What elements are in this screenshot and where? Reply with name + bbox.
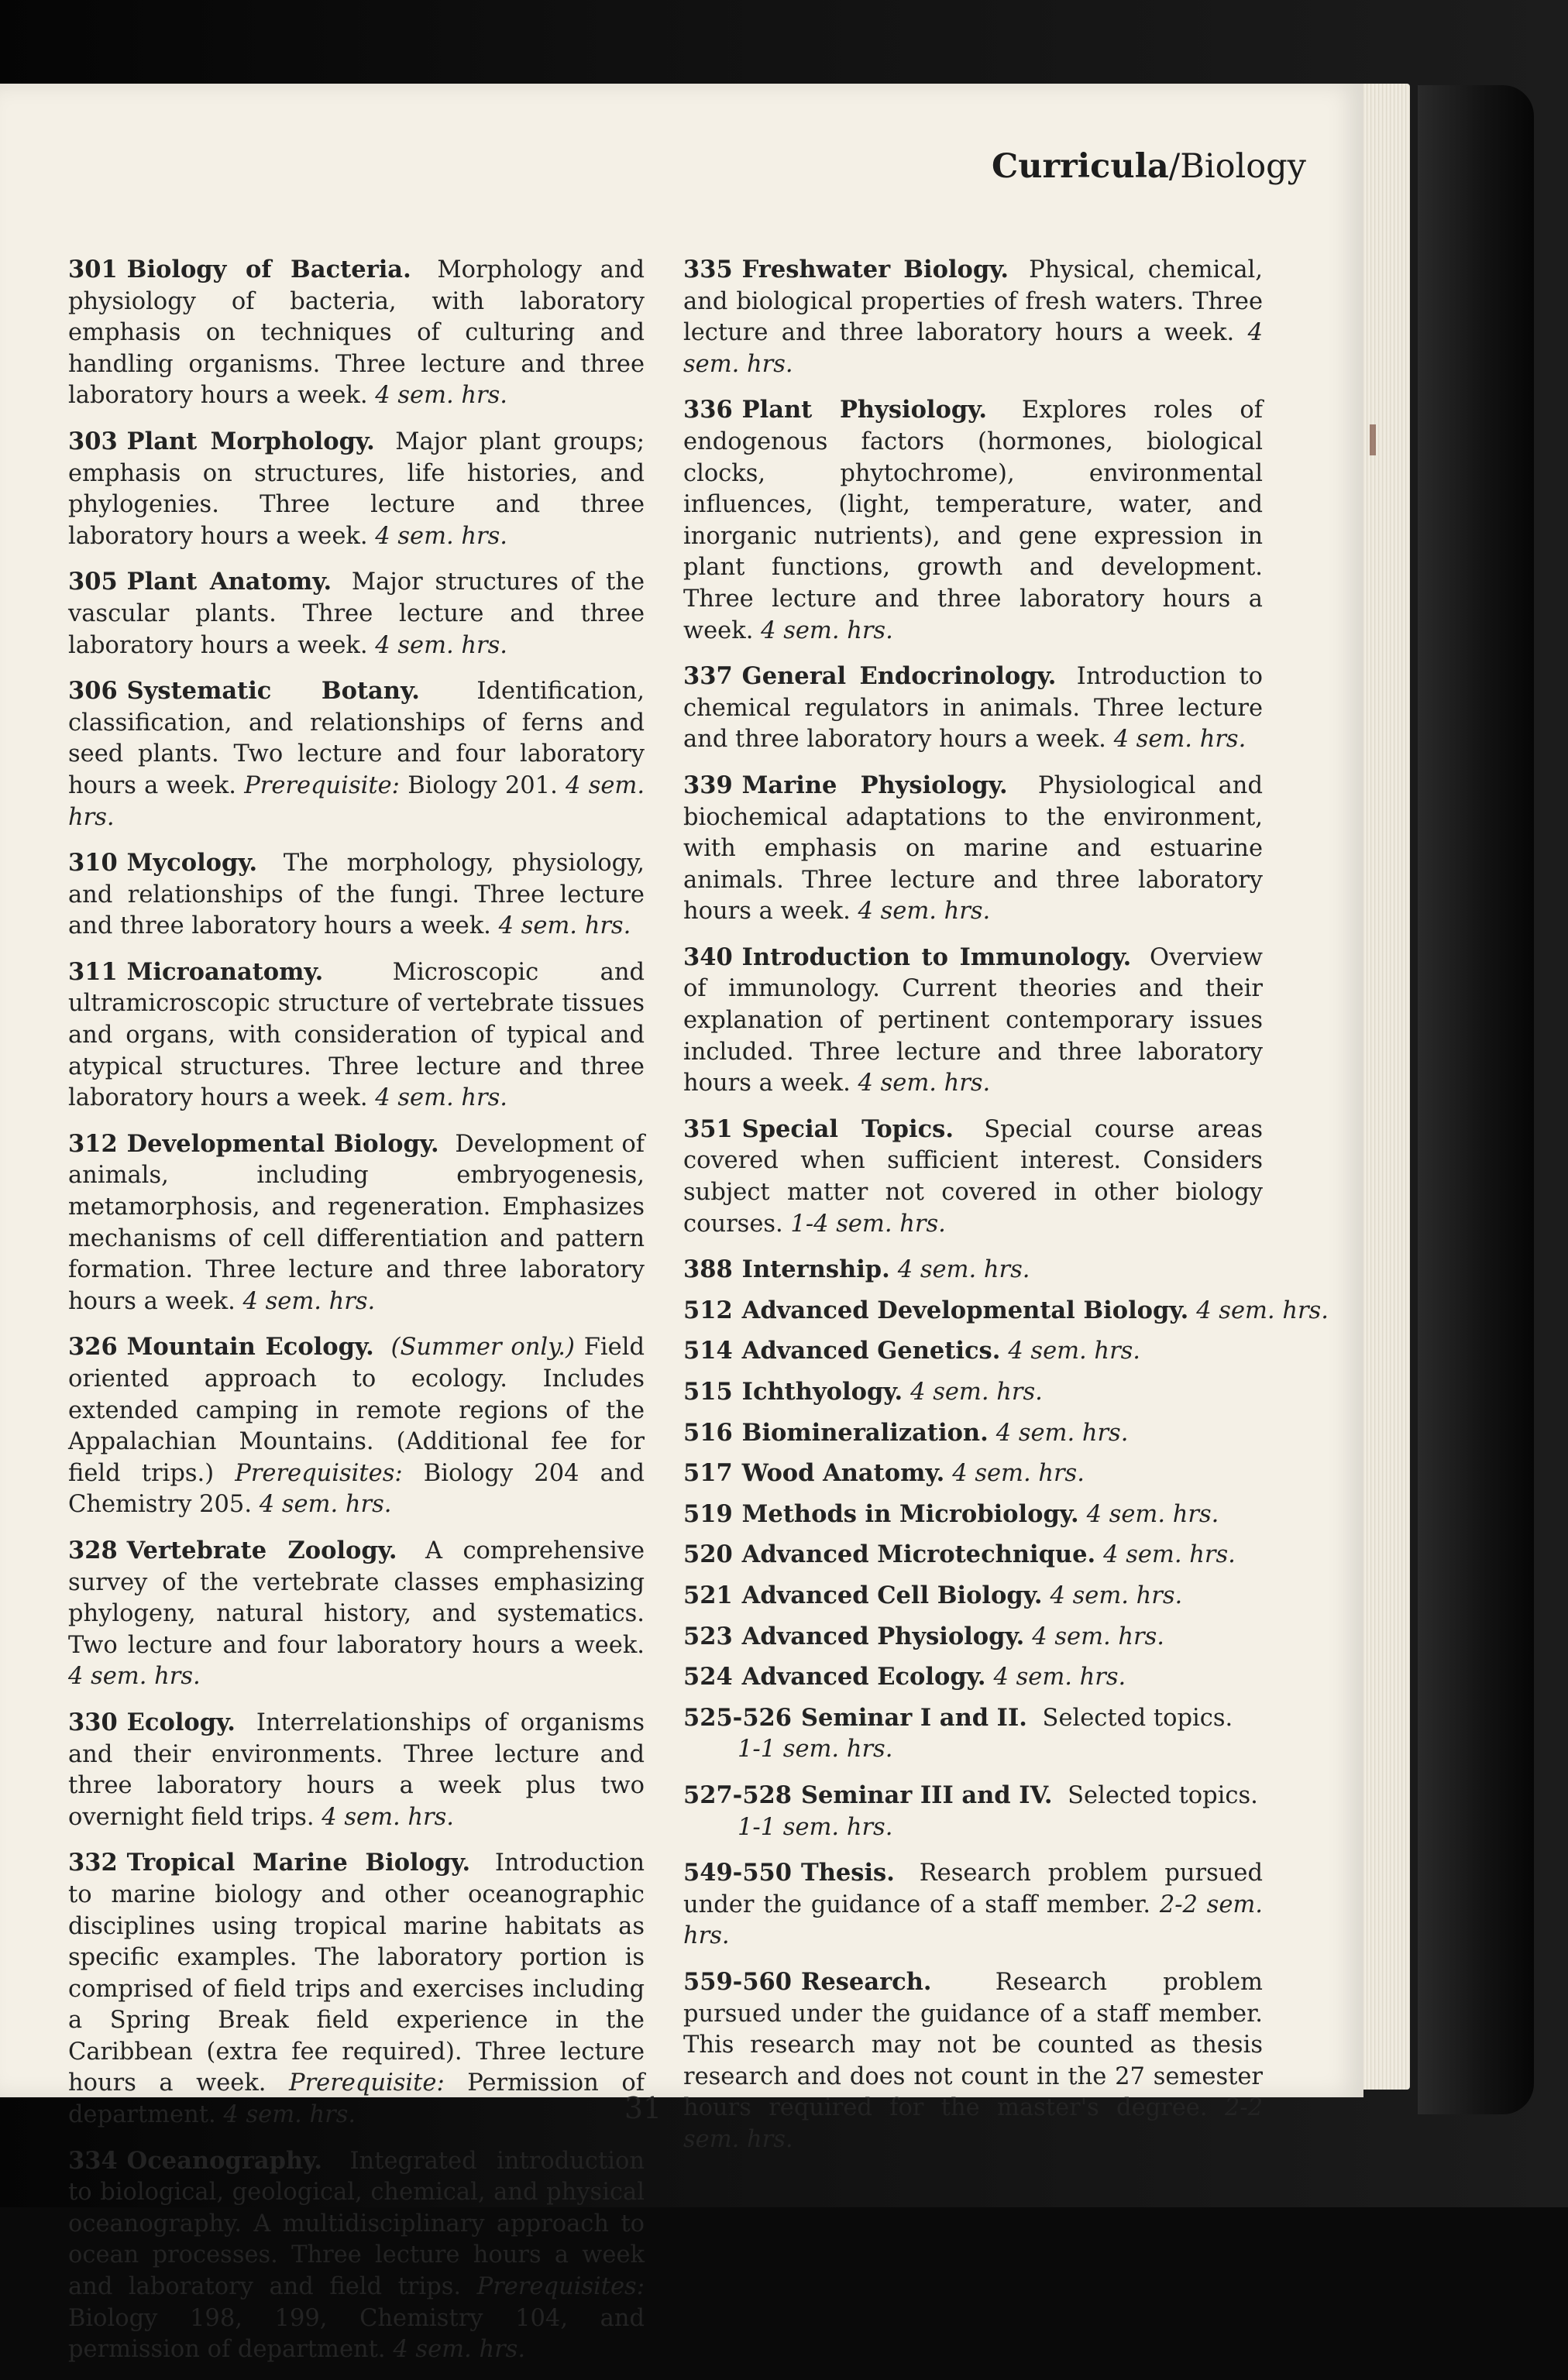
course-description: Special course areas covered when sufficient interest. Considers subject matter not covered in other biology courses. bbox=[683, 1115, 1263, 1238]
prerequisite-label: Prerequisite: bbox=[289, 2069, 445, 2097]
course-entry-514 bbox=[683, 1335, 1263, 1368]
course-entry-388 bbox=[683, 1254, 1263, 1286]
course-title: Advanced Ecology. bbox=[741, 1663, 986, 1691]
course-number: 340 bbox=[683, 943, 733, 971]
course-title: Developmental Biology. bbox=[126, 1129, 439, 1158]
course-number: 517 bbox=[683, 1459, 733, 1488]
course-title: Wood Anatomy. bbox=[741, 1459, 945, 1488]
course-entry-559-560 bbox=[683, 1966, 1263, 2156]
course-hours: 4 sem. hrs. bbox=[68, 771, 645, 831]
course-hours: 4 sem. hrs. bbox=[858, 898, 991, 926]
course-title: Thesis. bbox=[801, 1859, 895, 1887]
course-hours: 4 sem. hrs. bbox=[322, 1803, 454, 1831]
course-number: 514 bbox=[683, 1337, 733, 1365]
course-hours: 4 sem. hrs. bbox=[910, 1379, 1043, 1406]
course-hours: 4 sem. hrs. bbox=[1032, 1623, 1164, 1650]
course-hours: 4 sem. hrs. bbox=[1113, 726, 1246, 754]
course-entry-515 bbox=[683, 1376, 1263, 1409]
course-entry-306 bbox=[68, 675, 645, 833]
course-title: Ecology. bbox=[126, 1708, 236, 1736]
course-title: Seminar III and IV. bbox=[801, 1781, 1053, 1809]
course-title: Microanatomy. bbox=[126, 957, 324, 986]
course-title: General Endocrinology. bbox=[741, 662, 1057, 691]
course-description: Selected topics. bbox=[1042, 1704, 1233, 1732]
course-number: 516 bbox=[683, 1418, 733, 1447]
course-number: 351 bbox=[683, 1114, 733, 1143]
course-number: 305 bbox=[68, 568, 118, 596]
course-title: Research. bbox=[801, 1967, 932, 1996]
course-hours: 1-1 sem. hrs. bbox=[738, 1813, 893, 1841]
course-entry-336 bbox=[683, 394, 1263, 647]
course-number: 388 bbox=[683, 1255, 733, 1284]
course-title: Mycology. bbox=[126, 849, 258, 877]
course-title: Plant Physiology. bbox=[741, 396, 988, 424]
course-number: 326 bbox=[68, 1333, 118, 1362]
course-title: Vertebrate Zoology. bbox=[126, 1536, 397, 1564]
course-entry-332 bbox=[68, 1847, 645, 2131]
course-description: Development of animals, including embryogenesis, metamorphosis, and regeneration. Emphasizes mechanisms of cell differentiation and pattern formation. Three lecture and three laboratory hours a week. bbox=[68, 1130, 645, 1315]
course-number: 549-550 bbox=[683, 1859, 792, 1887]
course-title: Freshwater Biology. bbox=[741, 256, 1009, 283]
course-number: 525-526 bbox=[683, 1703, 792, 1732]
course-number: 515 bbox=[683, 1378, 733, 1406]
course-title: Introduction to Immunology. bbox=[741, 943, 1132, 971]
course-description: Field oriented approach to ecology. Includes extended camping in remote regions of the Appalachian Mountains. (Additional fee for field trips.) bbox=[68, 1334, 645, 1487]
course-description: Major plant groups; emphasis on structures, life histories, and phylogenies. Three lecture and three laboratory hours a week. bbox=[68, 428, 645, 550]
course-title: Ichthyology. bbox=[741, 1378, 903, 1406]
course-entry-525-526 bbox=[683, 1702, 1263, 1766]
course-number: 520 bbox=[683, 1540, 733, 1569]
course-number: 335 bbox=[683, 256, 733, 283]
course-hours: 4 sem. hrs. bbox=[375, 631, 507, 659]
course-entry-517 bbox=[683, 1458, 1263, 1490]
course-title: Advanced Cell Biology. bbox=[741, 1581, 1043, 1609]
course-number: 521 bbox=[683, 1581, 733, 1609]
course-title: Systematic Botany. bbox=[126, 677, 420, 706]
course-entry-516 bbox=[683, 1417, 1263, 1450]
course-hours: 4 sem. hrs. bbox=[375, 522, 507, 550]
course-hours: 1-4 sem. hrs. bbox=[790, 1210, 946, 1238]
right-column bbox=[683, 254, 1329, 2169]
course-hours: 4 sem. hrs. bbox=[1196, 1296, 1329, 1324]
course-entry-519 bbox=[683, 1499, 1263, 1531]
course-number: 301 bbox=[68, 256, 118, 283]
course-title: Internship. bbox=[741, 1255, 890, 1284]
course-number: 332 bbox=[68, 1849, 118, 1877]
course-title: Advanced Genetics. bbox=[741, 1337, 1001, 1365]
course-note: (Summer only.) bbox=[390, 1334, 575, 1362]
course-number: 303 bbox=[68, 427, 118, 455]
course-entry-335 bbox=[683, 254, 1263, 380]
prerequisite-label: Prerequisites: bbox=[235, 1459, 403, 1487]
course-number: 336 bbox=[683, 396, 733, 424]
course-hours: 4 sem. hrs. bbox=[375, 382, 507, 410]
course-hours: 4 sem. hrs. bbox=[1103, 1541, 1236, 1569]
course-entry-351 bbox=[683, 1114, 1263, 1240]
course-description: Research problem pursued under the guidance of a staff member. bbox=[683, 1860, 1263, 1918]
course-description: A comprehensive survey of the vertebrate classes emphasizing phylogeny, natural history, and systematics. Two lecture and four laboratory hours a week. bbox=[68, 1537, 645, 1659]
prerequisite-label: Prerequisites: bbox=[476, 2273, 645, 2301]
course-description: Selected topics. bbox=[1068, 1781, 1258, 1809]
course-hours: 4 sem. hrs. bbox=[223, 2101, 356, 2129]
prerequisite-text: Biology 204 and Chemistry 205. bbox=[68, 1459, 645, 1519]
course-entry-337 bbox=[683, 661, 1263, 756]
course-number: 559-560 bbox=[683, 1967, 792, 1996]
course-entry-340 bbox=[683, 942, 1263, 1100]
course-number: 311 bbox=[68, 957, 118, 986]
course-description: Overview of immunology. Current theories and their explanation of pertinent contemporary issues included. Three lecture and three laboratory hours a week. bbox=[683, 943, 1263, 1097]
course-description: Physiological and biochemical adaptations to the environment, with emphasis on marine and estuarine animals. Three lecture and three laboratory hours a week. bbox=[683, 771, 1263, 926]
course-hours: 1-1 sem. hrs. bbox=[738, 1736, 893, 1764]
course-hours: 4 sem. hrs. bbox=[242, 1287, 376, 1315]
prerequisite-text: Biology 201. bbox=[407, 771, 558, 799]
course-number: 312 bbox=[68, 1129, 118, 1158]
course-hours: 2-2 sem. hrs. bbox=[683, 1891, 1263, 1950]
course-hours: 4 sem. hrs. bbox=[68, 1663, 201, 1691]
course-title: Biology of Bacteria. bbox=[126, 256, 411, 283]
course-title: Special Topics. bbox=[741, 1114, 954, 1143]
course-title: Plant Anatomy. bbox=[126, 568, 332, 596]
prerequisite-label: Prerequisite: bbox=[244, 771, 400, 799]
course-entry-311 bbox=[68, 956, 645, 1114]
course-entry-523 bbox=[683, 1621, 1263, 1654]
course-title: Advanced Physiology. bbox=[741, 1622, 1025, 1650]
course-description: Major structures of the vascular plants. Three lecture and three laboratory hours a week. bbox=[68, 568, 645, 659]
course-hours: 2-2 sem. hrs. bbox=[683, 2094, 1263, 2153]
course-hours: 4 sem. hrs. bbox=[683, 319, 1264, 378]
course-title: Biomineralization. bbox=[741, 1418, 989, 1447]
course-hours: 4 sem. hrs. bbox=[1008, 1338, 1140, 1365]
course-title: Methods in Microbiology. bbox=[741, 1499, 1079, 1528]
course-entry-524 bbox=[683, 1661, 1263, 1694]
course-hours: 4 sem. hrs. bbox=[995, 1419, 1129, 1447]
course-number: 512 bbox=[683, 1296, 733, 1324]
course-description: Explores roles of endogenous factors (hormones, biological clocks, phytochrome), environmental influences, (light, temperature, water, and inorganic nutrients), and gene expression in plant functions, growth and development. Three lecture and three laboratory hours a week. bbox=[683, 397, 1263, 644]
course-description: Interrelationships of organisms and their environments. Three lecture and three laboratory hours a week plus two overnight field trips. bbox=[68, 1709, 645, 1831]
running-head bbox=[992, 147, 1306, 186]
page-mark bbox=[1370, 424, 1376, 455]
course-title: Marine Physiology. bbox=[741, 771, 1008, 799]
course-number: 306 bbox=[68, 677, 118, 706]
course-description: Introduction to marine biology and other oceanographic disciplines using tropical marine habitats as specific examples. The laboratory portion is comprised of field trips and exercises including a Spring Break field experience in the Caribbean (extra fee required). Three lecture hours a week. bbox=[68, 1849, 645, 2097]
course-description: Physical, chemical, and biological properties of fresh waters. Three lecture and three laboratory hours a week. bbox=[683, 256, 1263, 347]
course-hours: 4 sem. hrs. bbox=[858, 1070, 991, 1097]
prerequisite-text: Biology 198, 199, Chemistry 104, and permission of department. bbox=[68, 2304, 645, 2364]
course-description: The morphology, physiology, and relationships of the fungi. Three lecture and three laboratory hours a week. bbox=[68, 850, 645, 940]
course-title: Tropical Marine Biology. bbox=[126, 1849, 471, 1877]
course-entry-312 bbox=[68, 1128, 645, 1318]
running-head-subject: /Biology bbox=[1168, 147, 1306, 186]
course-title: Plant Morphology. bbox=[126, 427, 375, 455]
course-entry-527-528 bbox=[683, 1780, 1263, 1843]
page-number: 31 bbox=[624, 2091, 662, 2125]
book-cover-edge bbox=[1418, 85, 1534, 2114]
course-description: Research problem pursued under the guidance of a staff member. This research may not be counted as thesis research and does not count in the 27 semester hours required for the master's degree. bbox=[683, 1968, 1263, 2122]
course-entry-305 bbox=[68, 566, 645, 661]
course-description: Microscopic and ultramicroscopic structure of vertebrate tissues and organs, with consideration of typical and atypical structures. Three lecture and three laboratory hours a week. bbox=[68, 958, 645, 1112]
course-title: Advanced Developmental Biology. bbox=[741, 1296, 1189, 1324]
course-entry-549-550 bbox=[683, 1857, 1263, 1952]
course-hours: 4 sem. hrs. bbox=[393, 2336, 526, 2364]
course-number: 527-528 bbox=[683, 1781, 792, 1809]
course-entry-334 bbox=[68, 2145, 645, 2366]
course-hours: 4 sem. hrs. bbox=[498, 912, 631, 940]
course-hours: 4 sem. hrs. bbox=[259, 1491, 392, 1519]
course-hours: 4 sem. hrs. bbox=[952, 1460, 1085, 1488]
course-description: Introduction to chemical regulators in animals. Three lecture and three laboratory hours a week. bbox=[683, 663, 1263, 754]
running-head-section: Curricula bbox=[992, 147, 1169, 186]
course-number: 310 bbox=[68, 849, 118, 877]
catalog-page bbox=[0, 84, 1363, 2364]
course-entry-301 bbox=[68, 254, 645, 412]
prerequisite-text: Permission of department. bbox=[68, 2069, 645, 2129]
course-entry-326 bbox=[68, 1331, 645, 1521]
course-description: Integrated introduction to biological, geological, chemical, and physical oceanography. A multidisciplinary approach to ocean processes. Three lecture hours a week and laboratory and field trips. bbox=[68, 2147, 645, 2301]
course-hours: 4 sem. hrs. bbox=[375, 1084, 507, 1112]
course-entry-339 bbox=[683, 770, 1263, 928]
course-hours: 4 sem. hrs. bbox=[761, 616, 893, 644]
course-hours: 4 sem. hrs. bbox=[897, 1256, 1030, 1284]
course-number: 337 bbox=[683, 662, 733, 691]
course-title: Mountain Ecology. bbox=[126, 1333, 374, 1362]
course-description: Identification, classification, and relationships of ferns and seed plants. Two lecture and four laboratory hours a week. bbox=[68, 678, 645, 799]
course-number: 524 bbox=[683, 1663, 733, 1691]
course-number: 328 bbox=[68, 1536, 118, 1564]
course-entry-330 bbox=[68, 1707, 645, 1833]
course-number: 519 bbox=[683, 1499, 733, 1528]
course-number: 330 bbox=[68, 1708, 118, 1736]
course-entry-310 bbox=[68, 847, 645, 943]
course-hours: 4 sem. hrs. bbox=[1086, 1500, 1219, 1528]
left-column bbox=[68, 254, 645, 2380]
course-entry-512 bbox=[683, 1295, 1329, 1327]
course-entry-520 bbox=[683, 1539, 1263, 1571]
course-entry-303 bbox=[68, 426, 645, 552]
course-title: Seminar I and II. bbox=[801, 1703, 1027, 1732]
course-hours: 4 sem. hrs. bbox=[993, 1664, 1126, 1691]
course-title: Advanced Microtechnique. bbox=[741, 1540, 1096, 1569]
course-number: 339 bbox=[683, 771, 733, 799]
course-hours: 4 sem. hrs. bbox=[1050, 1582, 1183, 1609]
course-entry-328 bbox=[68, 1535, 645, 1693]
course-title: Oceanography. bbox=[126, 2146, 322, 2175]
course-number: 523 bbox=[683, 1622, 733, 1650]
course-number: 334 bbox=[68, 2146, 118, 2175]
course-entry-521 bbox=[683, 1580, 1263, 1612]
course-description: Morphology and physiology of bacteria, with laboratory emphasis on techniques of culturing and handling organisms. Three lecture and three laboratory hours a week. bbox=[68, 256, 645, 410]
